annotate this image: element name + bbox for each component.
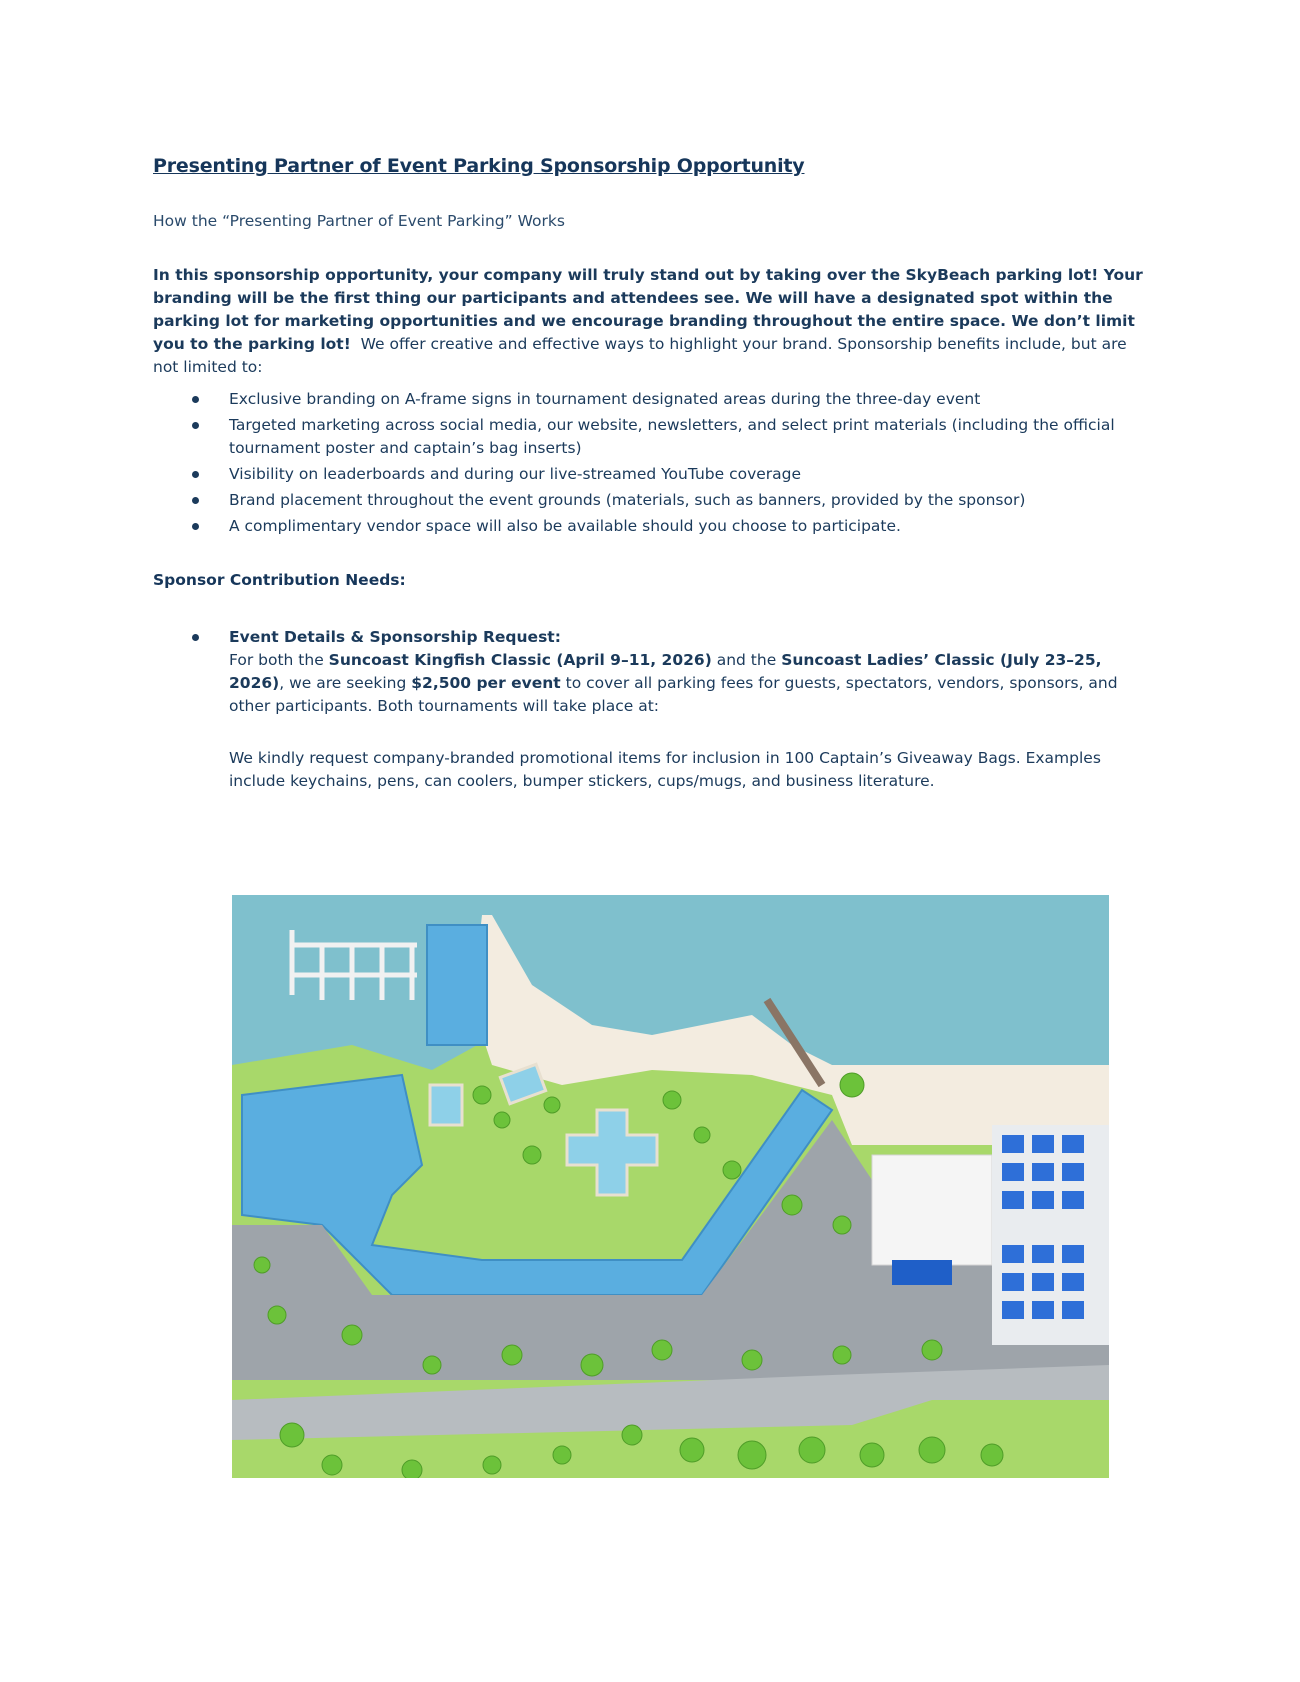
list-item: Visibility on leaderboards and during our live-streamed YouTube coverage [153, 463, 1153, 486]
amount: $2,500 per event [411, 674, 561, 692]
subtitle: How the “Presenting Partner of Event Parking” Works [153, 212, 565, 230]
list-item: Targeted marketing across social media, our website, newsletters, and select print materials (including the official tournament poster and captain’s bag inserts) [153, 414, 1153, 460]
intro-normal: We offer creative and effective ways to highlight your brand. Sponsorship benefits include, but are not limited to: [153, 335, 1127, 376]
request-paragraph: For both the Suncoast Kingfish Classic (April 9–11, 2026) and the Suncoast Ladies’ Classic (July 23–25, 2026), we are seeking $2,500 per event to cover all parking fees for guests, spectators, vendors, sponsors, and other participants. Both tournaments will take place at: [229, 651, 1118, 715]
event-1: Suncoast Kingfish Classic (April 9–11, 2026) [328, 651, 712, 669]
page-title: Presenting Partner of Event Parking Sponsorship Opportunity [153, 155, 805, 177]
intro-paragraph [153, 264, 1153, 379]
list-item: Brand placement throughout the event grounds (materials, such as banners, provided by the sponsor) [153, 489, 1153, 512]
giveaway-paragraph: We kindly request company-branded promotional items for inclusion in 100 Captain’s Giveaway Bags. Examples include keychains, pens, can coolers, bumper stickers, cups/mugs, and business literature. [229, 749, 1101, 790]
venue-map-image [232, 895, 1109, 1478]
request-heading: Event Details & Sponsorship Request: [229, 628, 561, 646]
request-list [153, 626, 1153, 793]
tower-building [427, 925, 487, 1045]
intro-bold: In this sponsorship opportunity, your company will truly stand out by taking over the SkyBeach parking lot! Your branding will be the first thing our participants and attendees see. We will have a designated spot within the parking lot for marketing opportunities and we encourage branding throughout the entire space. We don’t limit you to the parking lot! [153, 266, 1143, 353]
garage-building [872, 1155, 992, 1265]
needs-heading: Sponsor Contribution Needs: [153, 571, 406, 589]
request-item [153, 626, 1153, 793]
list-item: Exclusive branding on A-frame signs in tournament designated areas during the three-day event [153, 388, 1153, 411]
benefits-list [153, 388, 1153, 541]
list-item: A complimentary vendor space will also be available should you choose to participate. [153, 515, 1153, 538]
event-2: Suncoast Ladies’ Classic (July 23–25, 2026) [229, 651, 1102, 692]
pool-top [430, 1085, 462, 1125]
